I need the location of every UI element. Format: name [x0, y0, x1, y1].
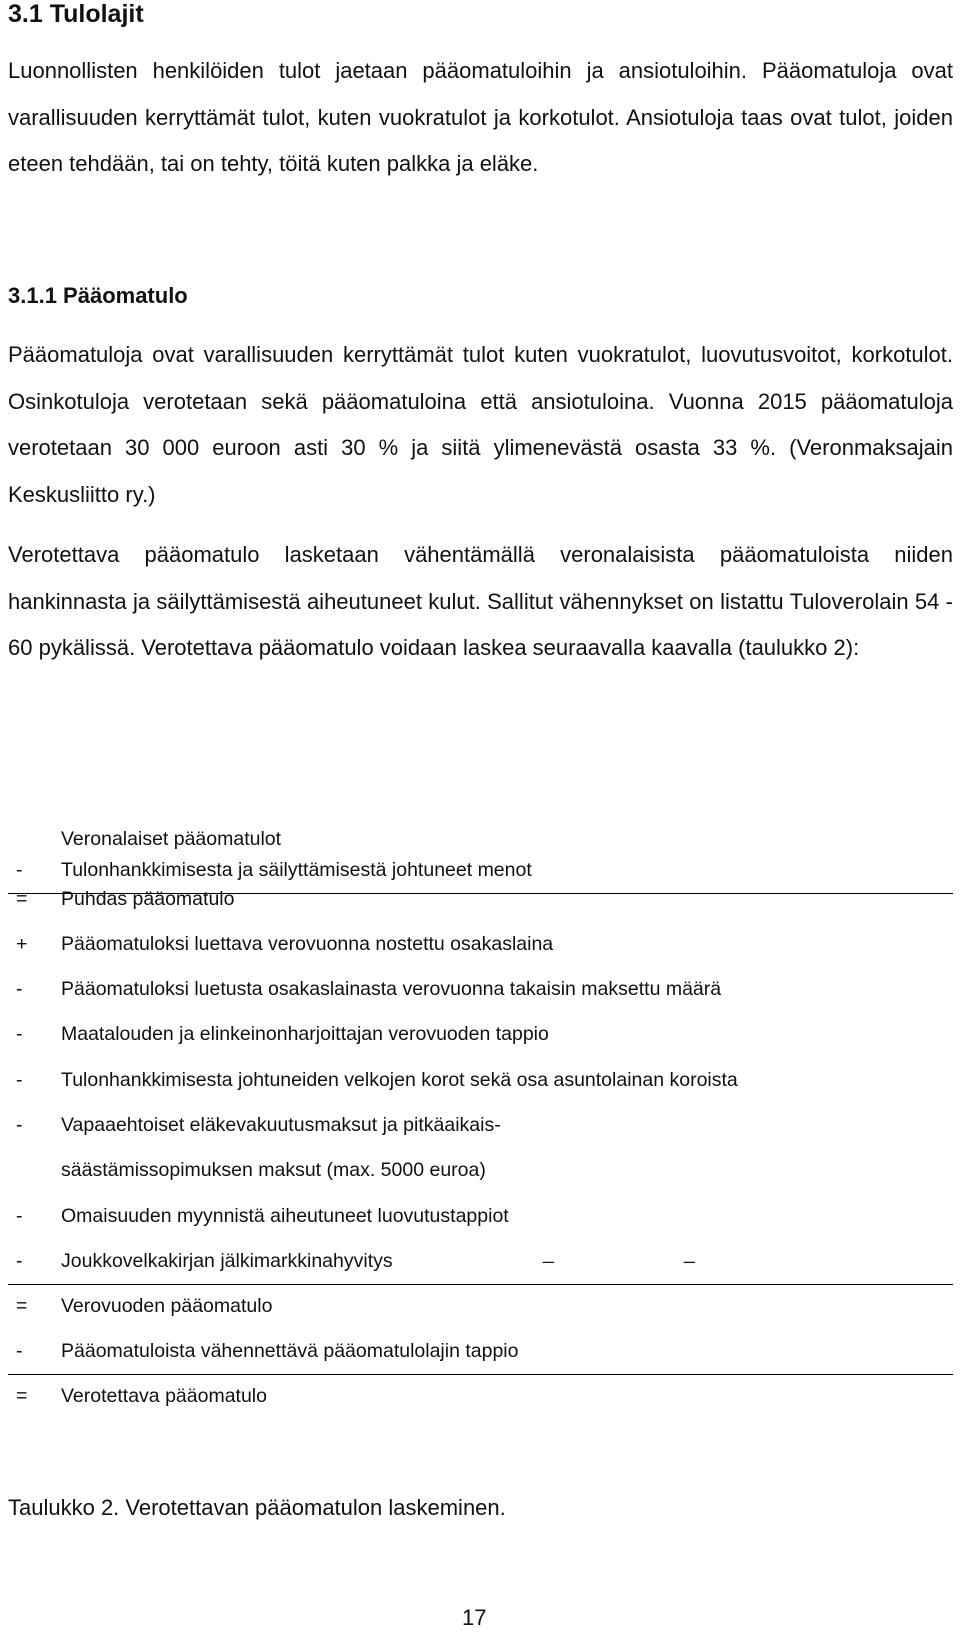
calc-text: Tulonhankkimisesta ja säilyttämisestä johtuneet menot — [61, 859, 532, 881]
calc-text: Verotettava pääomatulo — [61, 1385, 267, 1407]
calc-row — [8, 921, 953, 968]
calc-operator: - — [16, 859, 23, 881]
calc-operator: = — [16, 1385, 28, 1407]
intro-paragraph: Luonnollisten henkilöiden tulot jaetaan pääomatuloihin ja ansiotuloihin. Pääomatuloja ovat varallisuuden kerryttämät tulot, kuten vuokratulot ja korkotulot. Ansiotuloja taas ovat tulot, joiden eteen tehdään, tai on tehty, töitä kuten palkka ja eläke. — [8, 58, 953, 176]
capital-income-paragraph: Pääomatuloja ovat varallisuuden kerryttämät tulot kuten vuokratulot, luovutusvoitot, korkotulot. Osinkotuloja verotetaan sekä pääomatuloina että ansiotuloina. Vuonna 2015 pääomatuloja verotetaan 30 000 euroon asti 30 % ja siitä ylimenevästä osasta 33 %. (Veronmaksajain Keskusliitto ry.) — [8, 342, 953, 507]
tick-mark: _ — [684, 1242, 695, 1264]
calc-row — [8, 1057, 953, 1104]
section-heading: 3.1 Tulolajit — [8, 0, 144, 28]
calc-operator: - — [16, 1250, 23, 1272]
calc-row — [8, 1283, 953, 1330]
calc-text: Puhdas pääomatulo — [61, 888, 235, 910]
tick-mark: _ — [543, 1242, 554, 1264]
calc-operator: - — [16, 1114, 23, 1136]
calc-text: Pääomatuloista vähennettävä pääomatulolajin tappio — [61, 1340, 519, 1362]
calc-text: Tulonhankkimisesta johtuneiden velkojen korot sekä osa asuntolainan koroista — [61, 1069, 738, 1091]
calc-text: Veronalaiset pääomatulot — [61, 828, 282, 850]
calc-operator: - — [16, 1069, 23, 1091]
table-caption: Taulukko 2. Verotettavan pääomatulon laskeminen. — [8, 1495, 506, 1520]
calc-text: Pääomatuloksi luettava verovuonna nostettu osakaslaina — [61, 933, 554, 955]
calc-row-continuation — [8, 1147, 953, 1194]
calc-operator: - — [16, 1023, 23, 1045]
calc-operator: - — [16, 1205, 23, 1227]
calc-text: Verovuoden pääomatulo — [61, 1295, 273, 1317]
calc-row — [8, 1193, 953, 1240]
calc-row — [8, 966, 953, 1013]
taxable-income-paragraph: Verotettava pääomatulo lasketaan vähentämällä veronalaisista pääomatuloista niiden hankinnasta ja säilyttämisestä aiheutuneet kulut. Sallitut vähennykset on listattu Tuloverolain 54 - 60 pykälissä. Verotettava pääomatulo voidaan laskea seuraavalla kaavalla (taulukko 2): — [8, 542, 953, 660]
calc-operator: = — [16, 1295, 28, 1317]
calc-row — [8, 1373, 953, 1420]
calc-text: Maatalouden ja elinkeinonharjoittajan verovuoden tappio — [61, 1023, 549, 1045]
calc-text: Vapaaehtoiset eläkevakuutusmaksut ja pitkäaikais- — [61, 1114, 501, 1136]
calc-operator: - — [16, 1340, 23, 1362]
calc-row — [8, 1102, 953, 1149]
calc-row — [8, 1011, 953, 1058]
calc-operator: = — [16, 888, 28, 910]
subsection-heading: 3.1.1 Pääomatulo — [8, 283, 188, 308]
calc-text: Joukkovelkakirjan jälkimarkkinahyvitys — [61, 1250, 393, 1272]
calc-row — [8, 876, 953, 923]
calc-text: säästämissopimuksen maksut (max. 5000 euroa) — [61, 1159, 486, 1181]
page-number: 17 — [462, 1605, 487, 1630]
calc-text: Pääomatuloksi luetusta osakaslainasta verovuonna takaisin maksettu määrä — [61, 978, 722, 1000]
calc-text: Omaisuuden myynnistä aiheutuneet luovutustappiot — [61, 1205, 509, 1227]
calc-row — [8, 1238, 953, 1285]
calc-row — [8, 1328, 953, 1375]
calc-operator: - — [16, 978, 23, 1000]
calc-operator: + — [16, 933, 28, 955]
